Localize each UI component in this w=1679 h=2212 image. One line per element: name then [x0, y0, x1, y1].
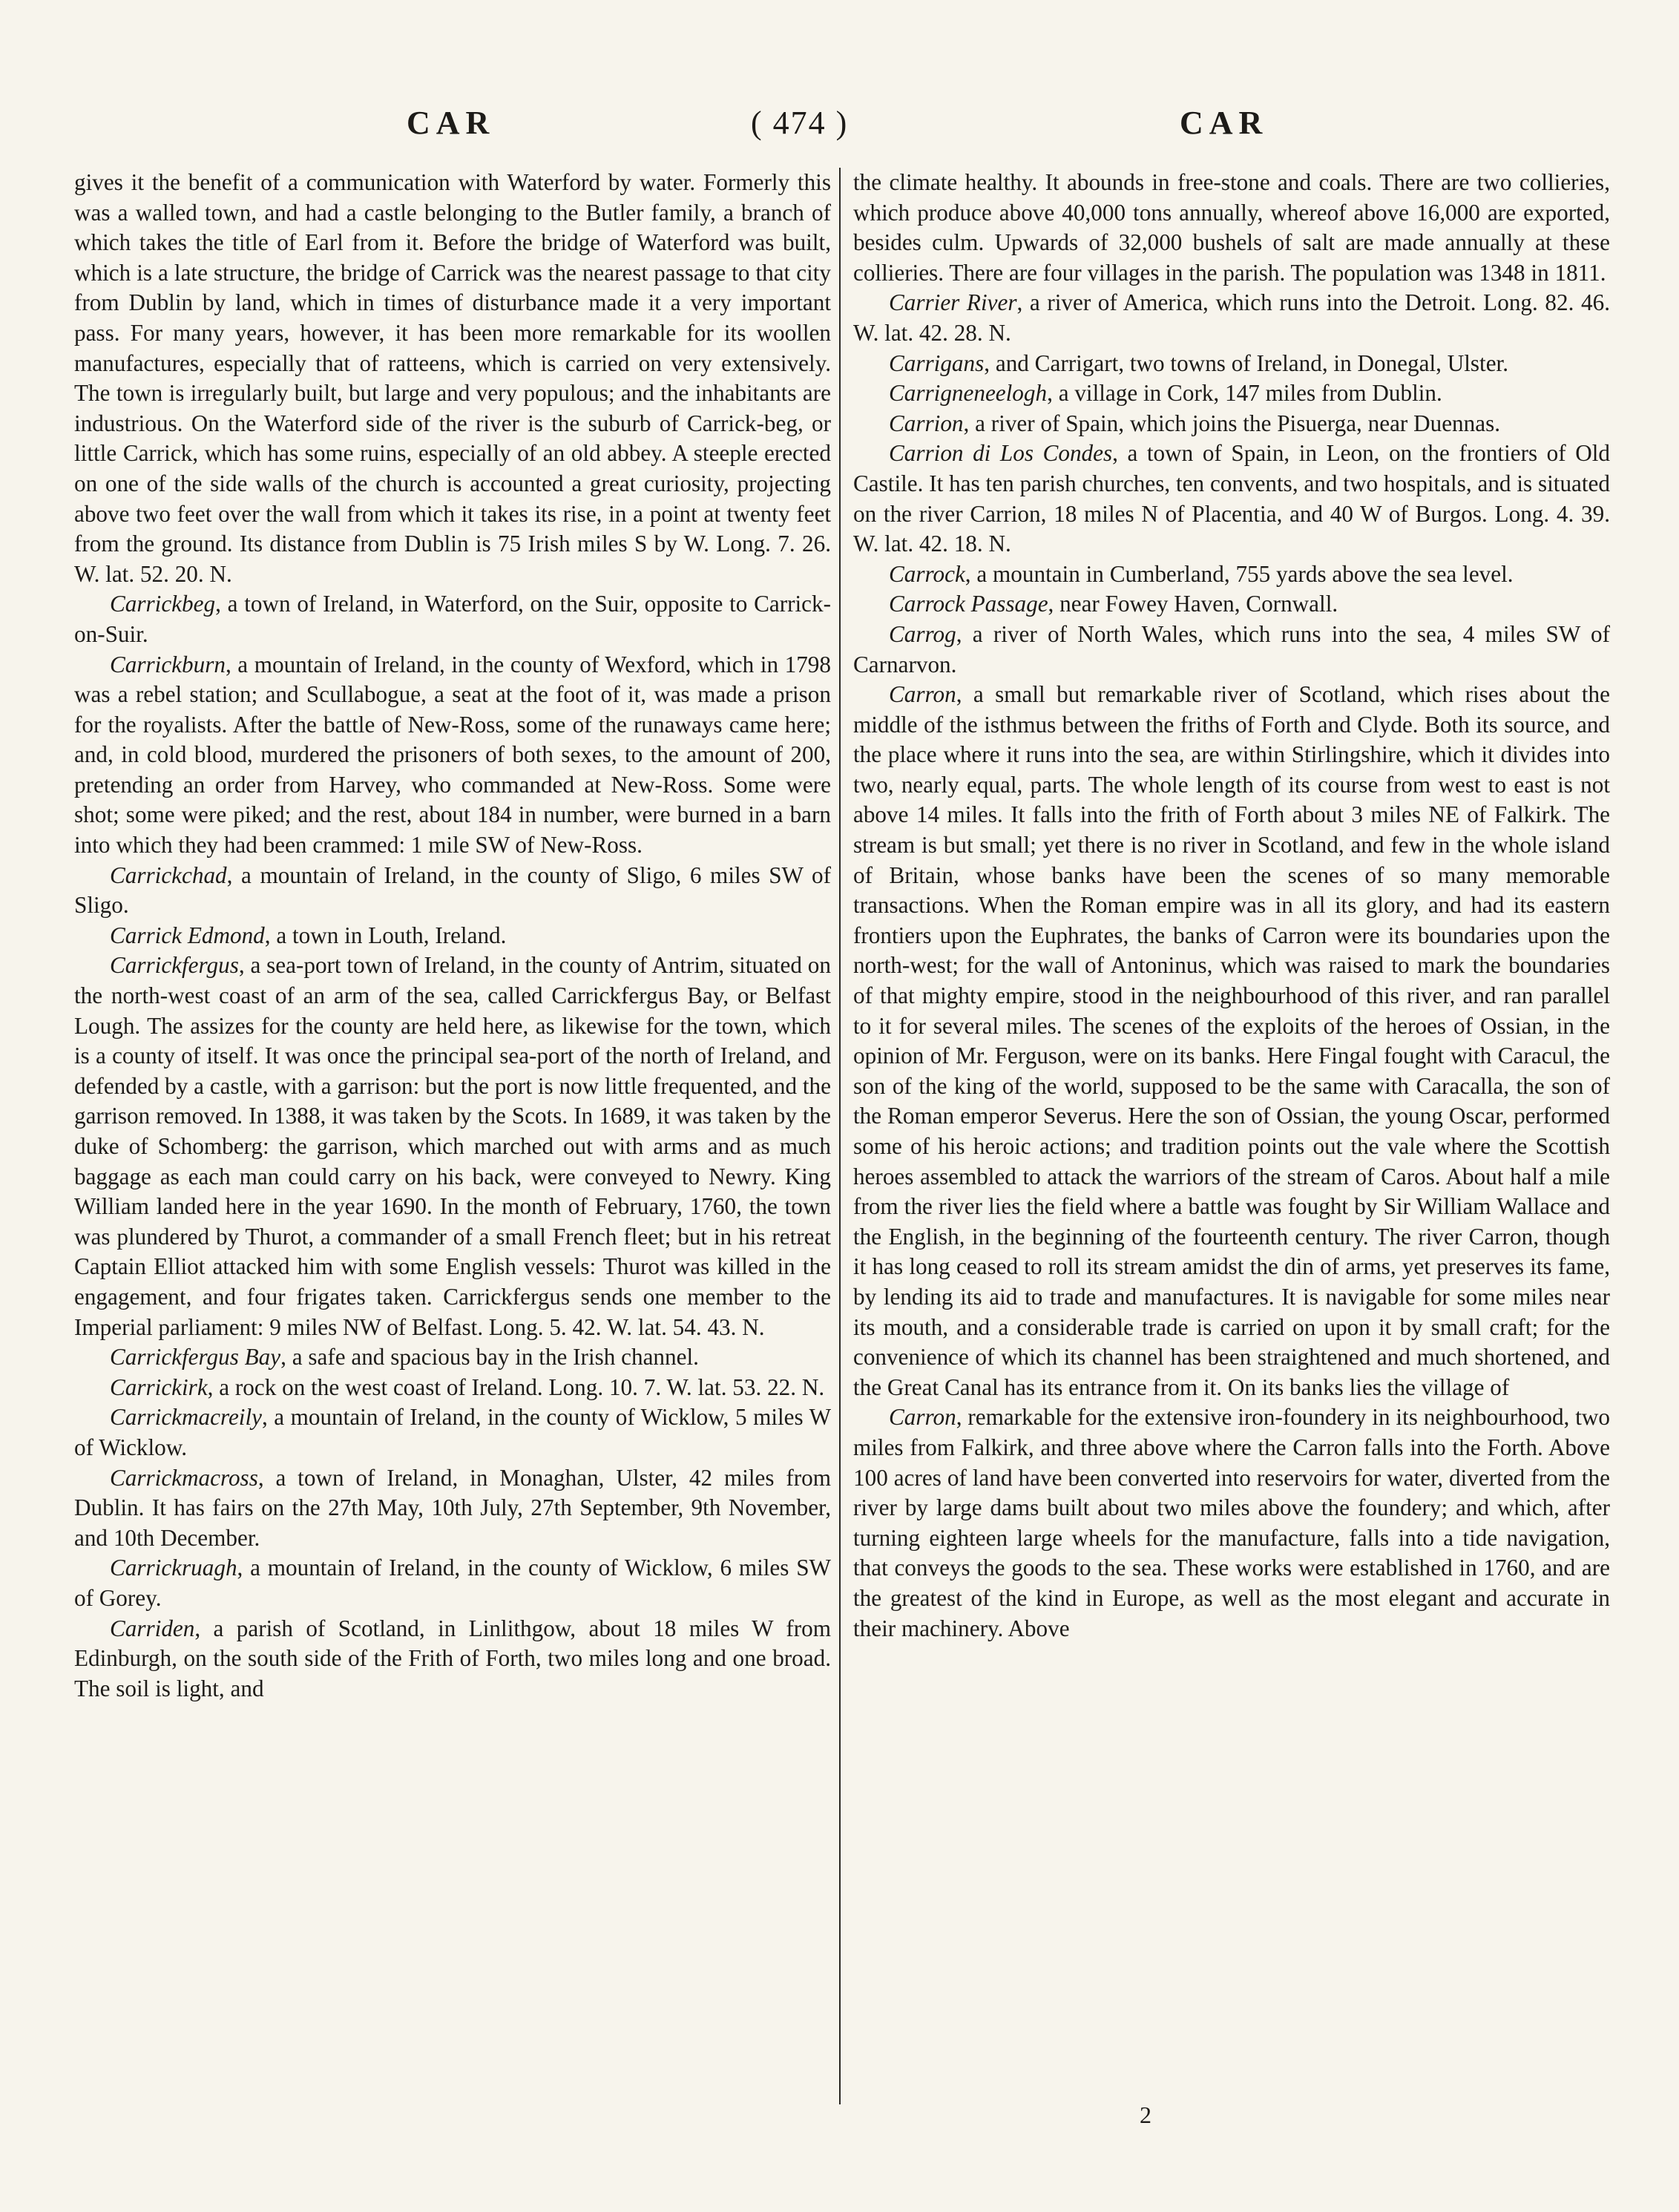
gazetteer-entry: [74, 1463, 831, 1554]
entry-text: , a mountain of Ireland, in the county of Wicklow, 6 miles SW of Gorey.: [74, 1555, 831, 1611]
entry-text: , a safe and spacious bay in the Irish channel.: [280, 1344, 699, 1371]
entry-term: Carrion di Los Condes: [889, 440, 1113, 467]
entry-text: , a town in Louth, Ireland.: [264, 922, 507, 948]
gazetteer-entry: [853, 378, 1610, 409]
gazetteer-entry: [853, 439, 1610, 559]
entry-term: Carrion: [889, 410, 964, 436]
entry-text: , a small but remarkable river of Scotland, which rises about the middle of the isthmus between the friths of Forth and Clyde. Both its source, and the place where it runs into the sea, are within Stirlingshire, which it divides into two, nearly equal, parts. The whole length of its course from west to east is not above 14 miles. It falls into the frith of Forth about 3 miles NE of Falkirk. The stream is but small; yet there is no river in Scotland, and few in the whole island of Britain, whose banks have been the scenes of so many memorable transactions. When the Roman empire was in all its glory, and had its eastern frontiers upon the Euphrates, the banks of Carron were its boundaries upon the north-west; for the wall of Antoninus, which was raised to mark the boundaries of that mighty empire, stood in the neighbourhood of this river, and ran parallel to it for several miles. The scenes of the exploits of the heroes of Ossian, in the opinion of Mr. Ferguson, were on its banks. Here Fingal fought with Caracul, the son of the king of the world, supposed to be the same with Caracalla, the son of the Roman emperor Severus. Here the son of Ossian, the young Oscar, performed some of his heroic actions; and tradition points out the vale where the Scottish heroes assembled to attack the warriors of the stream of Caros. About half a mile from the river lies the field where a battle was fought by Sir William Wallace and the English, in the beginning of the fourteenth century. The river Carron, though it has long ceased to roll its stream amidst the din of arms, yet preserves its fame, by lending its aid to trade and manufactures. It is navigable for some miles near its mouth, and a considerable trade is carried on upon it by small craft; for the convenience of which its channel has been straightened and much shortened, and the Great Canal has its entrance from it. On its banks lies the village of: [853, 681, 1610, 1400]
entry-text: , remarkable for the extensive iron-foundery in its neighbourhood, two miles from Falkirk, and three above where the Carron falls into the Forth. Above 100 acres of land have been converted into reservoirs for water, diverted from the river by large dams built about two miles above the foundery; and which, after turning eighteen large wheels for the manufacture, falls into a tide navigation, that conveys the goods to the sea. These works were established in 1760, and are the greatest of the kind in Europe, as well as the most elegant and accurate in their machinery. Above: [853, 1404, 1610, 1641]
gazetteer-entry: [74, 589, 831, 649]
entry-text: , a town of Ireland, in Monaghan, Ulster, 42 miles from Dublin. It has fairs on the 27th May, 10th July, 27th September, 9th November, and 10th December.: [74, 1464, 831, 1551]
entry-term: Carrickbeg: [110, 591, 216, 617]
gazetteer-entry: [853, 1402, 1610, 1644]
right-column: [853, 168, 1610, 1644]
gazetteer-entry: [853, 168, 1610, 288]
gazetteer-entry: [74, 650, 831, 861]
entry-term: Carriden: [110, 1615, 195, 1641]
gazetteer-entry: [74, 951, 831, 1342]
gazetteer-entry: [74, 1373, 831, 1403]
header-right-catchword: CAR: [1180, 105, 1269, 141]
entry-term: Carrog: [889, 620, 956, 647]
entry-term: Carrier River: [889, 289, 1017, 316]
entry-text: , a mountain in Cumberland, 755 yards above the sea level.: [965, 560, 1514, 587]
entry-term: Carrock Passage: [889, 591, 1048, 617]
signature-mark: 2: [1140, 2101, 1151, 2128]
entry-text: , a town of Ireland, in Waterford, on the Suir, opposite to Carrick-on-Suir.: [74, 591, 831, 647]
running-header: [0, 104, 1679, 148]
entry-text: , a river of North Wales, which runs into the sea, 4 miles SW of Carnarvon.: [853, 620, 1610, 677]
entry-term: Carrickirk: [110, 1374, 208, 1400]
gazetteer-entry: [853, 288, 1610, 348]
entry-term: Carrickfergus: [110, 952, 239, 979]
entry-text: , a mountain of Ireland, in the county of Sligo, 6 miles SW of Sligo.: [74, 862, 831, 919]
entry-text: , a river of Spain, which joins the Pisuerga, near Duennas.: [963, 410, 1501, 436]
entry-text: , a river of America, which runs into the Detroit. Long. 82. 46. W. lat. 42. 28. N.: [853, 289, 1610, 346]
gazetteer-entry: [853, 620, 1610, 680]
entry-text: , a mountain of Ireland, in the county of Wexford, which in 1798 was a rebel station; and Scullabogue, a seat at the foot of it, was made a prison for the royalists. After the battle of New-Ross, some of the runaways came here; and, in cold blood, murdered the prisoners of both sexes, to the amount of 200, pretending an order from Harvey, who commanded at New-Ross. Some were shot; some were piked; and the rest, about 184 in number, were burned in a barn into which they had been crammed: 1 mile SW of New-Ross.: [74, 651, 831, 859]
entry-text: , a rock on the west coast of Ireland. Long. 10. 7. W. lat. 53. 22. N.: [207, 1374, 825, 1400]
entry-term: Carron: [889, 681, 956, 708]
entry-term: Carrickfergus Bay: [110, 1344, 281, 1371]
entry-text: , a sea-port town of Ireland, in the county of Antrim, situated on the north-west coast of an arm of the sea, called Carrickfergus Bay, or Belfast Lough. The assizes for the county are held here, as likewise for the town, which is a county of itself. It was once the principal sea-port of the north of Ireland, and defended by a castle, with a garrison: but the port is now little frequented, and the garrison removed. In 1388, it was taken by the Scots. In 1689, it was taken by the duke of Schomberg: the garrison, which marched out with arms and as much baggage as each man could carry on his back, were conveyed to Newry. King William landed here in the year 1690. In the month of February, 1760, the town was plundered by Thurot, a commander of a small French fleet; but in his retreat Captain Elliot attacked him with some English vessels: Thurot was killed in the engagement, and four frigates taken. Carrickfergus sends one member to the Imperial parliament: 9 miles NW of Belfast. Long. 5. 42. W. lat. 54. 43. N.: [74, 952, 831, 1340]
column-divider: [839, 168, 841, 2104]
gazetteer-entry: [853, 349, 1610, 379]
entry-term: Carrickchad: [110, 862, 227, 888]
entry-text: gives it the benefit of a communication with Waterford by water. Formerly this was a walled town, and had a castle belonging to the Butler family, a branch of which takes the title of Earl from it. Before the bridge of Waterford was built, which is a late structure, the bridge of Carrick was the nearest passage to that city from Dublin by land, which in times of disturbance made it a very important pass. For many years, however, it has been more remarkable for its woollen manufactures, especially that of ratteens, which is carried on very extensively. The town is irregularly built, but large and very populous; and the inhabitants are industrious. On the Waterford side of the river is the suburb of Carrick-beg, or little Carrick, which has some ruins, especially of an old abbey. A steeple erected on one of the side walls of the church is accounted a great curiosity, projecting above two feet over the wall from which it takes its rise, in a point at twenty feet from the ground. Its distance from Dublin is 75 Irish miles S by W. Long. 7. 26. W. lat. 52. 20. N.: [74, 169, 831, 587]
entry-text: , a town of Spain, in Leon, on the frontiers of Old Castile. It has ten parish churches, ten convents, and two hospitals, and is situated on the river Carrion, 18 miles N of Placentia, and 40 W of Burgos. Long. 4. 39. W. lat. 42. 18. N.: [853, 440, 1611, 557]
entry-term: Carrigneneelogh: [889, 380, 1048, 407]
gazetteer-entry: [74, 1342, 831, 1373]
entry-term: Carrick Edmond: [110, 922, 265, 948]
entry-text: the climate healthy. It abounds in free-stone and coals. There are two collieries, which produce above 40,000 tons annually, whereof above 16,000 are exported, besides culm. Upwards of 32,000 bushels of salt are made annually at these collieries. There are four villages in the parish. The population was 1348 in 1811.: [853, 169, 1610, 286]
gazetteer-entry: [853, 559, 1610, 590]
entry-term: Carron: [889, 1404, 956, 1431]
gazetteer-entry: [853, 680, 1610, 1402]
entry-term: Carrickmacreily: [110, 1404, 262, 1431]
gazetteer-entry: [74, 1402, 831, 1463]
gazetteer-entry: [853, 409, 1610, 439]
entry-text: , near Fowey Haven, Cornwall.: [1048, 591, 1338, 617]
entry-text: , a parish of Scotland, in Linlithgow, about 18 miles W from Edinburgh, on the south side of the Frith of Forth, two miles long and one broad. The soil is light, and: [74, 1615, 831, 1701]
entry-term: Carrickburn: [110, 651, 226, 677]
entry-term: Carrickruagh: [110, 1555, 237, 1581]
entry-text: , a mountain of Ireland, in the county of Wicklow, 5 miles W of Wicklow.: [74, 1404, 831, 1460]
left-column: [74, 168, 831, 1704]
gazetteer-entry: [853, 589, 1610, 620]
entry-term: Carrock: [889, 560, 965, 587]
entry-text: , and Carrigart, two towns of Ireland, in Donegal, Ulster.: [984, 349, 1509, 376]
entry-text: , a village in Cork, 147 miles from Dublin.: [1047, 380, 1442, 407]
page-number: ( 474 ): [751, 105, 849, 141]
gazetteer-entry: [74, 168, 831, 589]
gazetteer-entry: [74, 921, 831, 951]
gazetteer-entry: [74, 1553, 831, 1613]
header-left-catchword: CAR: [407, 105, 496, 141]
gazetteer-entry: [74, 1614, 831, 1704]
entry-term: Carrigans: [889, 349, 985, 376]
gazetteer-entry: [74, 861, 831, 921]
entry-term: Carrickmacross: [110, 1464, 258, 1491]
